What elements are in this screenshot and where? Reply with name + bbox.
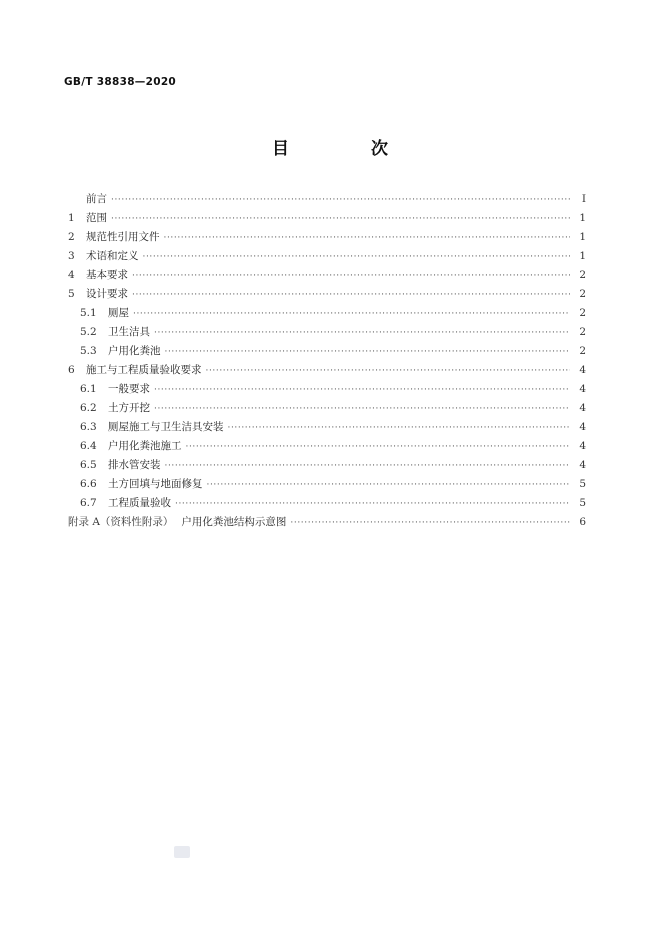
toc-entry-page: 4 — [579, 383, 586, 395]
toc-entry-number: 6 — [68, 364, 75, 376]
toc-entry-number: 6.7 — [80, 497, 97, 509]
toc-entry-page: 5 — [579, 497, 586, 509]
toc-entry-page: 1 — [579, 212, 586, 224]
toc-entry[interactable] — [68, 190, 586, 209]
toc-entry-page: 4 — [579, 364, 586, 376]
toc-entry[interactable] — [68, 342, 586, 361]
page-title: 目 次 — [272, 139, 426, 159]
toc-entry-label: 施工与工程质量验收要求 — [86, 364, 202, 376]
toc-entry-label: 排水管安装 — [108, 459, 161, 471]
toc-entry[interactable] — [68, 266, 586, 285]
toc-entry-number: 6.6 — [80, 478, 97, 490]
toc-entry-page: 2 — [579, 288, 586, 300]
toc-entry-number: 5.3 — [80, 345, 97, 357]
toc-entry-page: 2 — [579, 269, 586, 281]
toc-leader-dots — [207, 476, 571, 495]
toc-leader-dots — [165, 343, 571, 362]
toc-leader-dots — [154, 381, 570, 400]
toc-leader-dots — [164, 229, 571, 248]
toc-entry-label: 工程质量验收 — [108, 497, 171, 509]
toc-entry-label: 一般要求 — [108, 383, 150, 395]
toc-entry-number: 6.1 — [80, 383, 97, 395]
toc-entry-number: 5 — [68, 288, 75, 300]
toc-entry-label: 范围 — [86, 212, 107, 224]
toc-leader-dots — [165, 457, 571, 476]
toc-entry-page: 4 — [579, 440, 586, 452]
toc-leader-dots — [132, 267, 570, 286]
toc-entry[interactable] — [68, 475, 586, 494]
toc-entry[interactable] — [68, 494, 586, 513]
toc-entry[interactable] — [68, 304, 586, 323]
toc-entry-page: 4 — [579, 421, 586, 433]
toc-leader-dots — [154, 324, 570, 343]
toc-entry-label: 基本要求 — [86, 269, 128, 281]
toc-leader-dots — [111, 191, 570, 210]
standard-number: GB/T 38838—2020 — [64, 76, 177, 88]
toc-leader-dots — [154, 400, 570, 419]
toc-entry-page: 5 — [579, 478, 586, 490]
toc-entry-page: 1 — [579, 231, 586, 243]
toc-entry-page: 4 — [579, 459, 586, 471]
toc-entry-label: 规范性引用文件 — [86, 231, 160, 243]
toc-entry[interactable] — [68, 456, 586, 475]
toc-leader-dots — [186, 438, 571, 457]
toc-entry-number: 附录 A（资料性附录） — [68, 516, 174, 528]
toc-entry-page: 4 — [579, 402, 586, 414]
toc-entry[interactable] — [68, 380, 586, 399]
toc-entry-label: 卫生洁具 — [108, 326, 150, 338]
toc-leader-dots — [206, 362, 571, 381]
toc-entry[interactable] — [68, 285, 586, 304]
toc-entry-page: 2 — [579, 345, 586, 357]
toc-leader-dots — [111, 210, 570, 229]
toc-entry-number: 5.1 — [80, 307, 97, 319]
toc-entry-label: 前言 — [86, 193, 107, 205]
table-of-contents — [68, 190, 586, 532]
toc-entry-label: 户用化粪池结构示意图 — [181, 516, 287, 528]
toc-entry-label: 设计要求 — [86, 288, 128, 300]
toc-entry-number: 6.4 — [80, 440, 97, 452]
toc-entry-page: 2 — [579, 307, 586, 319]
scan-mark — [174, 846, 190, 858]
toc-leader-dots — [132, 286, 570, 305]
toc-entry-number: 3 — [68, 250, 75, 262]
toc-entry-label: 土方回填与地面修复 — [108, 478, 203, 490]
toc-leader-dots — [143, 248, 571, 267]
toc-entry[interactable] — [68, 323, 586, 342]
toc-leader-dots — [290, 514, 570, 533]
toc-entry[interactable] — [68, 418, 586, 437]
toc-entry-number: 6.5 — [80, 459, 97, 471]
toc-entry-page: 2 — [579, 326, 586, 338]
toc-entry[interactable] — [68, 247, 586, 266]
toc-entry-page: I — [581, 193, 586, 205]
toc-entry[interactable] — [68, 209, 586, 228]
toc-leader-dots — [175, 495, 570, 514]
toc-leader-dots — [133, 305, 570, 324]
toc-entry[interactable] — [68, 437, 586, 456]
toc-entry-label: 厕屋 — [108, 307, 129, 319]
toc-entry-label: 户用化粪池 — [108, 345, 161, 357]
toc-entry-label: 户用化粪池施工 — [108, 440, 182, 452]
toc-entry-number: 1 — [68, 212, 75, 224]
toc-entry-label: 土方开挖 — [108, 402, 150, 414]
toc-entry[interactable] — [68, 228, 586, 247]
toc-entry-number: 5.2 — [80, 326, 97, 338]
toc-entry[interactable] — [68, 513, 586, 532]
toc-entry-number: 6.2 — [80, 402, 97, 414]
toc-entry-number: 2 — [68, 231, 75, 243]
toc-entry[interactable] — [68, 361, 586, 380]
toc-leader-dots — [228, 419, 571, 438]
toc-entry-page: 1 — [579, 250, 586, 262]
toc-entry-number: 4 — [68, 269, 75, 281]
toc-entry-number: 6.3 — [80, 421, 97, 433]
toc-entry-page: 6 — [579, 516, 586, 528]
toc-entry-label: 厕屋施工与卫生洁具安装 — [108, 421, 224, 433]
toc-entry[interactable] — [68, 399, 586, 418]
toc-entry-label: 术语和定义 — [86, 250, 139, 262]
